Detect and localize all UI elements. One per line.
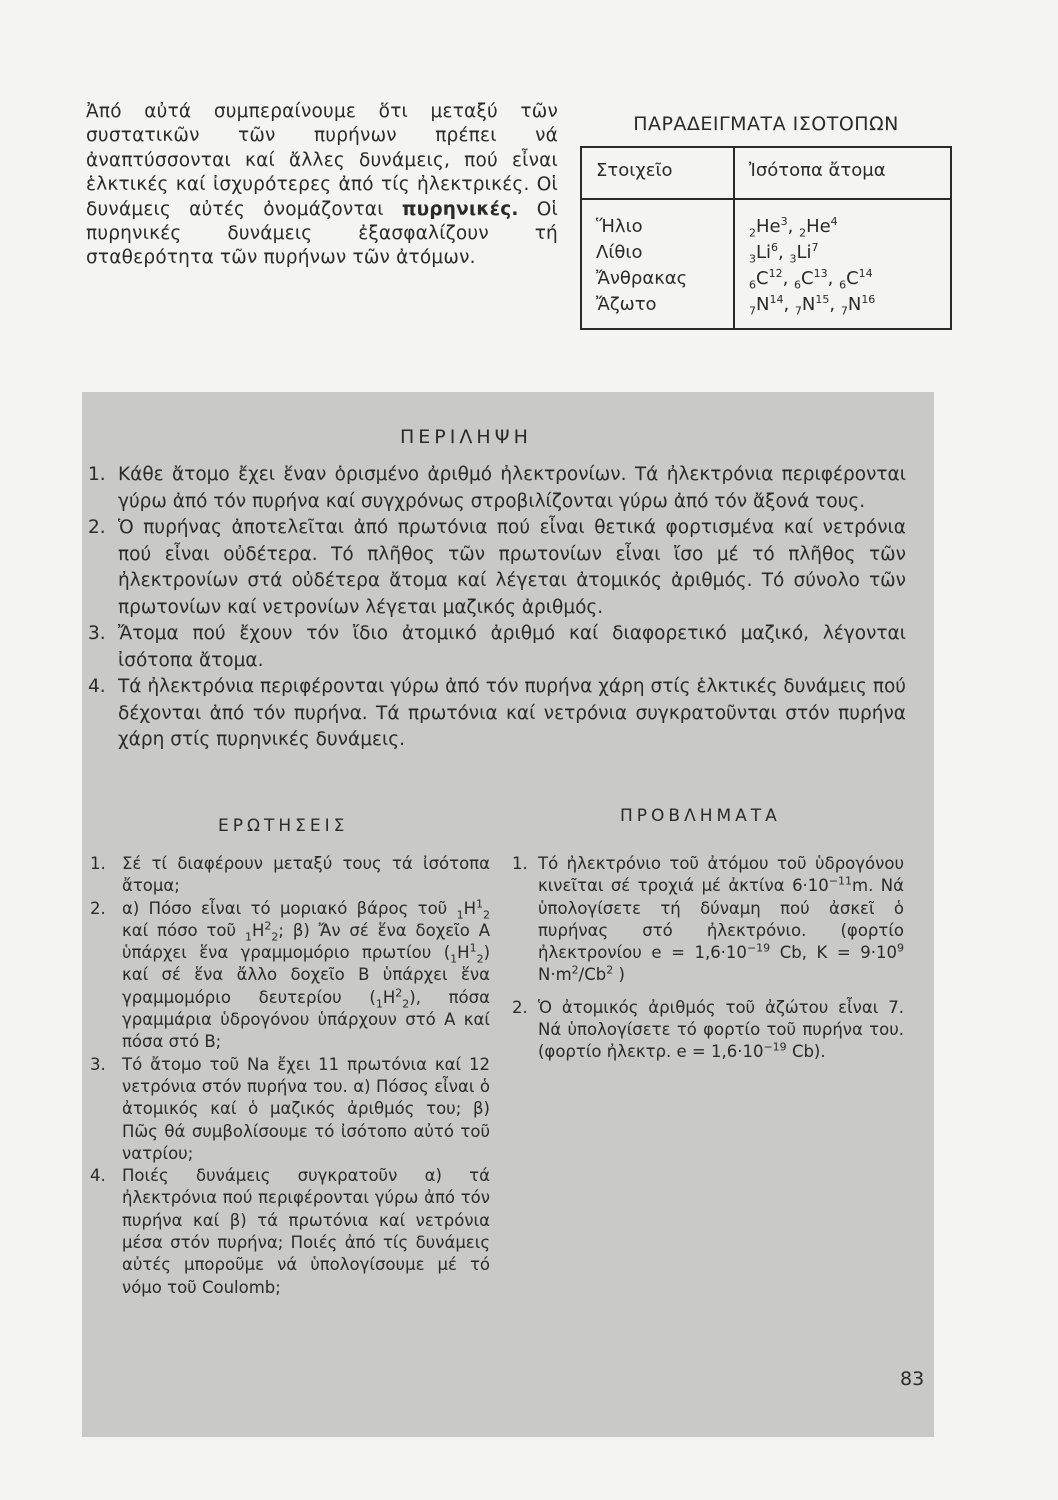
summary-item-text: Κάθε ἄτομο ἔχει ἕναν ὁρισμένο ἀριθμό ἠλεκτρονίων. Τά ἠλεκτρόνια περιφέρονται γύρω ἀπό τόν πυρήνα καί συγχρόνως στροβιλίζονται γύρω ἀπό τόν ἄξονά τους. xyxy=(118,464,906,512)
problem-text-part: Τό ἠλεκτρόνιο τοῦ ἀτόμου τοῦ ὑδρογόνου κινεῖται σέ τροχιά μέ ἀκτίνα xyxy=(538,854,904,896)
formula-protium: $_1H^1_2$ xyxy=(450,941,484,966)
problem-text-part: N·m xyxy=(538,965,572,985)
problem-text-part: Cb, K = 9·10 xyxy=(779,943,898,963)
isotope-li-6: $_3Li^6$ xyxy=(749,241,779,266)
question-item xyxy=(90,1054,490,1165)
summary-item xyxy=(88,515,906,621)
question-number: 3. xyxy=(90,1054,106,1074)
summary-item-number: 4. xyxy=(88,676,106,697)
problem-text-part: ) xyxy=(618,965,625,985)
problems-title: ΠΡΟΒΛΗΜΑΤΑ xyxy=(620,806,781,826)
problem-text-part: m. Νά ὑπολογίσετε τή δύναμη πού ἀσκεῖ ὁ πυρήνας στό ἠλεκτρόνιο. (φορτίο ἠλεκτρονίου e = 1,6·10 xyxy=(538,876,904,963)
question-text-part: ), πόσα γραμμάρια ὑδρογόνου ὑπάρχουν στό Α καί πόσα στό Β; xyxy=(122,987,490,1052)
isotope-li-7: $_3Li^7$ xyxy=(789,241,819,266)
summary-list xyxy=(88,462,906,754)
charge-exponent: −19 xyxy=(746,941,771,955)
question-item: 2. α) Πόσο εἶναι τό μοριακό βάρος τοῦ $_1H^1_2$ καί πόσο τοῦ $_1H^2_2$; β) Ἄν σέ ἕνα δοχεῖο Α ὑπάρχει ἕνα γραμμομόριο πρωτίου $(_1H^1_2)$ καί σέ ἕνα ἄλλο δοχεῖο Β ὑπάρχει ἕνα γραμμομόριο δευτερίου $(_1H^2_2)$, πόσα γραμμάρια ὑδρογόνου ὑπάρχουν στό Α καί πόσα στό Β; xyxy=(90,897,491,1052)
summary-item-number: 3. xyxy=(88,623,106,644)
element-names-cell xyxy=(581,199,734,329)
problem-text-part: Cb). xyxy=(791,1042,826,1062)
isotope-he-4: $_2He^4$ xyxy=(799,215,838,240)
isotope-symbols-cell xyxy=(734,199,951,329)
element-helium: Ἥλιο xyxy=(596,216,643,237)
problem-item xyxy=(512,853,904,987)
element-carbon: Ἄνθρακας xyxy=(596,268,688,289)
problem-item xyxy=(512,997,904,1064)
isotopes-carbon: $_6C^{12}$, $_6C^{13}$, $_6C^{14}$ xyxy=(749,267,873,292)
summary-item-text: Ὁ πυρήνας ἀποτελεῖται ἀπό πρωτόνια πού εἶναι θετικά φορτισμένα καί νετρόνια πού εἶναι οὐδέτερα. Τό πλῆθος τῶν πρωτονίων εἶναι ἴσο μέ τό πλῆθος τῶν ἠλεκτρονίων στά οὐδέτερα ἄτομα καί λέγεται ἀτομικός ἀριθμός. Τό σύνολο τῶν πρωτονίων καί νετρονίων λέγεται μαζικός ἀριθμός. xyxy=(118,517,906,618)
isotope-c-13: $_6C^{13}$ xyxy=(794,267,828,292)
summary-item xyxy=(88,674,906,754)
summary-item xyxy=(88,462,906,515)
isotopes-lithium: $_3Li^6$, $_3Li^7$ xyxy=(749,241,819,266)
problem-number: 2. xyxy=(512,997,528,1017)
col-header-element: Στοιχεῖο xyxy=(581,147,734,199)
summary-item xyxy=(88,621,906,674)
question-text-part: καί πόσο τοῦ xyxy=(122,920,237,940)
summary-title: ΠΕΡΙΛΗΨΗ xyxy=(400,426,532,448)
cb-exponent: 2 xyxy=(606,963,614,977)
question-text-part: ) καί σέ ἕνα ἄλλο δοχεῖο Β ὑπάρχει ἕνα γραμμομόριο δευτερίου ( xyxy=(122,943,490,1007)
intro-text-after: Οἱ πυρηνικές δυνάμεις ἐξασφαλίζουν τή σταθερότητα τῶν πυρήνων τῶν ἀτόμων. xyxy=(86,198,558,269)
question-text-part: β) Ἄν σέ ἕνα δοχεῖο Α ὑπάρχει ἕνα γραμμομόριο πρωτίου ( xyxy=(122,920,491,963)
problem-number: 1. xyxy=(512,854,528,873)
isotopes-table-body xyxy=(581,199,951,329)
summary-item-number: 1. xyxy=(88,464,106,485)
intro-paragraph xyxy=(86,100,558,271)
question-item xyxy=(90,853,490,898)
formula-h1: $_1H^1_2$ xyxy=(456,897,490,921)
element-lithium: Λίθιο xyxy=(596,242,643,263)
isotope-he-3: $_2He^3$ xyxy=(749,215,788,240)
formula-deuterium: $_1H^2_2$ xyxy=(375,986,410,1011)
questions-title: ΕΡΩΤΗΣΕΙΣ xyxy=(218,816,349,836)
radius-value: $6\cdot 10^{-11}$ xyxy=(792,874,853,896)
isotope-c-12: $_6C^{12}$ xyxy=(749,267,783,292)
k-exponent: 9 xyxy=(897,941,905,955)
problem-text-part: /Cb xyxy=(578,965,607,985)
isotopes-nitrogen: $_7N^{14}$, $_7N^{15}$, $_7N^{16}$ xyxy=(749,293,876,318)
charge-exponent: −19 xyxy=(763,1040,787,1054)
question-text: Σέ τί διαφέρουν μεταξύ τους τά ἰσότοπα ἄτομα; xyxy=(122,854,490,896)
isotopes-table-title: ΠΑΡΑΔΕΙΓΜΑΤΑ ΙΣΟΤΟΠΩΝ xyxy=(633,113,899,135)
isotope-n-15: $_7N^{15}$ xyxy=(794,293,830,318)
question-text-part: α) Πόσο εἶναι τό μοριακό βάρος τοῦ xyxy=(122,898,448,918)
isotope-n-14: $_7N^{14}$ xyxy=(749,293,784,318)
problem-text-part: Ὁ ἀτομικός ἀριθμός τοῦ ἀζώτου εἶναι 7. Νά ὑπολογίσετε τό φορτίο τοῦ πυρήνα του. (φορτίο ἠλεκτρ. e = 1,6·10 xyxy=(538,997,904,1062)
questions-list xyxy=(90,853,490,1299)
question-number: 4. xyxy=(90,1166,106,1186)
isotope-n-16: $_7N^{16}$ xyxy=(840,293,876,318)
isotope-c-14: $_6C^{14}$ xyxy=(839,267,873,292)
element-nitrogen: Ἄζωτο xyxy=(596,294,657,315)
question-item xyxy=(90,1165,490,1299)
summary-item-text: Τά ἠλεκτρόνια περιφέρονται γύρω ἀπό τόν πυρήνα χάρη στίς ἑλκτικές δυνάμεις πού δέχονται ἀπό τόν πυρήνα. Τά πρωτόνια καί νετρόνια συγκρατοῦνται στόν πυρήνα χάρη στίς πυρηνικές δυνάμεις. xyxy=(118,676,906,750)
page-number: 83 xyxy=(900,1368,925,1390)
intro-bold-term: πυρηνικές. xyxy=(401,198,519,220)
question-text: Ποιές δυνάμεις συγκρατοῦν α) τά ἠλεκτρόνια πού περιφέρονται γύρω ἀπό τόν πυρήνα καί β) τά πρωτόνια καί νετρόνια μέσα στόν πυρήνα; Ποιές ἀπό τίς δυνάμεις αὐτές μποροῦμε νά ὑπολογίσουμε μέ τό νόμο τοῦ Coulomb; xyxy=(122,1166,490,1297)
formula-h2: $_1H^2_2$ xyxy=(244,919,279,944)
isotopes-helium: $_2He^3$, $_2He^4$ xyxy=(749,215,838,240)
problems-list xyxy=(512,853,904,1074)
isotopes-table-header xyxy=(581,147,951,199)
question-number: 1. xyxy=(90,854,106,873)
summary-item-number: 2. xyxy=(88,517,106,538)
col-header-isotopes: Ἰσότοπα ἄτομα xyxy=(734,147,951,199)
intro-text-before: Ἀπό αὐτά συμπεραίνουμε ὅτι μεταξύ τῶν συστατικῶν τῶν πυρήνων πρέπει νά ἀναπτύσσονται καί ἄλλες δυνάμεις, πού εἶναι ἑλκτικές καί ἰσχυρότερες ἀπό τίς ἠλεκτρικές. Οἱ δυνάμεις αὐτές ὀνομάζονται xyxy=(86,101,558,220)
question-text: Τό ἄτομο τοῦ Na ἔχει 11 πρωτόνια καί 12 νετρόνια στόν πυρήνα του. α) Πόσος εἶναι ὁ ἀτομικός καί ὁ μαζικός ἀριθμός του; β) Πῶς θά συμβολίσουμε τό ἰσότοπο αὐτό τοῦ νατρίου; xyxy=(122,1054,490,1163)
summary-item-text: Ἄτομα πού ἔχουν τόν ἴδιο ἀτομικό ἀριθμό καί διαφορετικό μαζικό, λέγονται ἰσότοπα ἄτομα. xyxy=(118,623,906,671)
isotopes-table xyxy=(580,146,952,330)
m-exponent: 2 xyxy=(571,963,579,977)
question-number: 2. xyxy=(90,898,106,918)
